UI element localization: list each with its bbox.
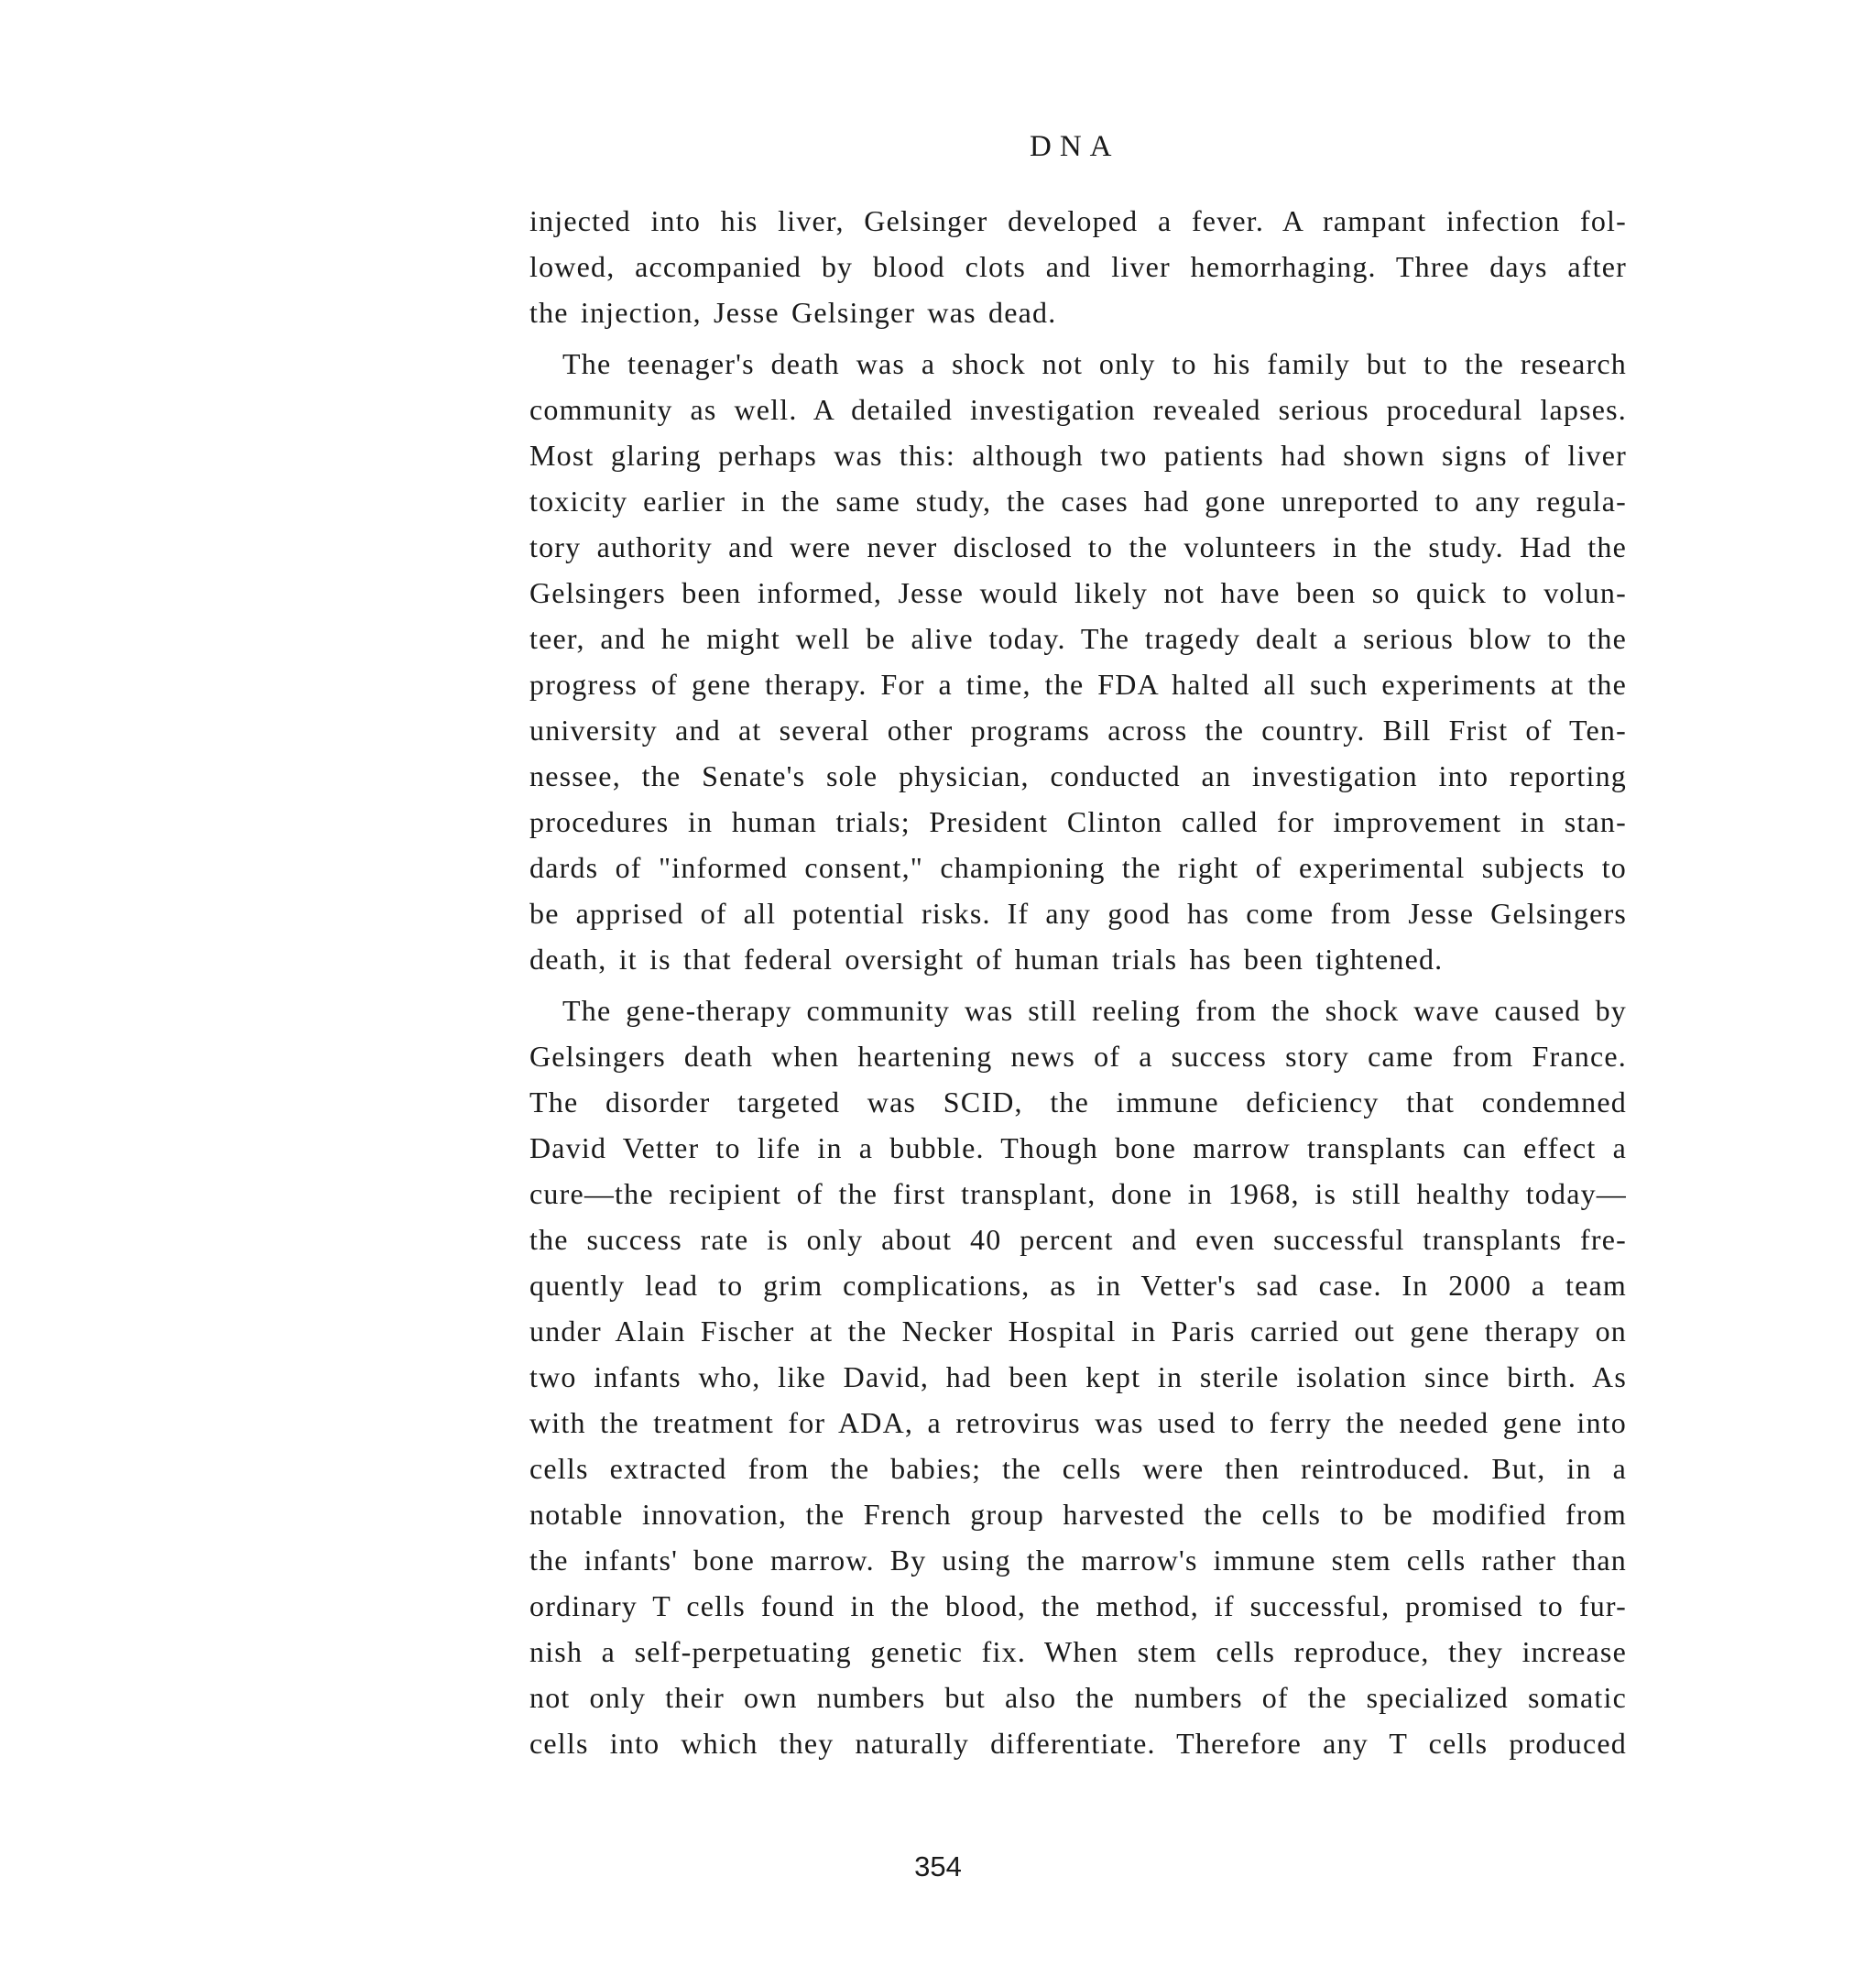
body-text [529,198,1627,1766]
paragraph-2 [529,341,1627,982]
text-line: tory authority and were never disclosed to the volunteers in the study. Had the [529,530,1627,563]
text-line: The gene-therapy community was still reeling from the shock wave caused by [562,994,1627,1027]
text-line: university and at several other programs across the country. Bill Frist of Ten- [529,714,1627,747]
text-line: the injection, Jesse Gelsinger was dead. [529,296,1057,329]
text-line: community as well. A detailed investigation revealed serious procedural lapses. [529,393,1627,426]
text-line: injected into his liver, Gelsinger developed a fever. A rampant infection fol- [529,204,1627,237]
text-line: nish a self-perpetuating genetic fix. When stem cells reproduce, they increase [529,1635,1627,1668]
text-line: not only their own numbers but also the numbers of the specialized somatic [529,1681,1627,1714]
paragraph-1 [529,198,1627,335]
running-head: DNA [1030,130,1120,163]
text-line: be apprised of all potential risks. If any good has come from Jesse Gelsingers [529,897,1627,930]
text-line: David Vetter to life in a bubble. Though bone marrow transplants can effect a [529,1131,1627,1164]
text-line: lowed, accompanied by blood clots and liver hemorrhaging. Three days after [529,250,1627,283]
text-line: teer, and he might well be alive today. The tragedy dealt a serious blow to the [529,622,1627,655]
text-line: procedures in human trials; President Clinton called for improvement in stan- [529,805,1627,838]
text-line: death, it is that federal oversight of human trials has been tightened. [529,943,1444,976]
text-line: Gelsingers death when heartening news of a success story came from France. [529,1040,1627,1073]
paragraph-3 [529,988,1627,1766]
text-line: cells extracted from the babies; the cells were then reintroduced. But, in a [529,1452,1627,1485]
text-line: notable innovation, the French group harvested the cells to be modified from [529,1498,1627,1531]
text-line: progress of gene therapy. For a time, the FDA halted all such experiments at the [529,668,1627,701]
text-line: two infants who, like David, had been kept in sterile isolation since birth. As [529,1360,1627,1393]
text-line: ordinary T cells found in the blood, the method, if successful, promised to fur- [529,1589,1627,1622]
text-line: with the treatment for ADA, a retrovirus was used to ferry the needed gene into [529,1406,1627,1439]
text-line: under Alain Fischer at the Necker Hospital in Paris carried out gene therapy on [529,1315,1627,1348]
text-line: the success rate is only about 40 percent and even successful transplants fre- [529,1223,1627,1256]
text-line: The teenager's death was a shock not only to his family but to the research [562,347,1627,380]
text-line: The disorder targeted was SCID, the immune deficiency that condemned [529,1086,1627,1118]
page-number: 354 [914,1850,962,1882]
text-line: dards of "informed consent," championing the right of experimental subjects to [529,851,1627,884]
text-line: toxicity earlier in the same study, the cases had gone unreported to any regula- [529,485,1627,518]
text-line: Most glaring perhaps was this: although two patients had shown signs of liver [529,439,1627,472]
text-line: quently lead to grim complications, as in Vetter's sad case. In 2000 a team [529,1269,1627,1302]
text-line: Gelsingers been informed, Jesse would likely not have been so quick to volun- [529,576,1627,609]
text-line: cells into which they naturally differentiate. Therefore any T cells produced [529,1727,1627,1760]
text-line: the infants' bone marrow. By using the marrow's immune stem cells rather than [529,1544,1627,1577]
text-line: nessee, the Senate's sole physician, conducted an investigation into reporting [529,759,1627,792]
text-line: cure—the recipient of the first transplant, done in 1968, is still healthy today— [529,1177,1627,1210]
